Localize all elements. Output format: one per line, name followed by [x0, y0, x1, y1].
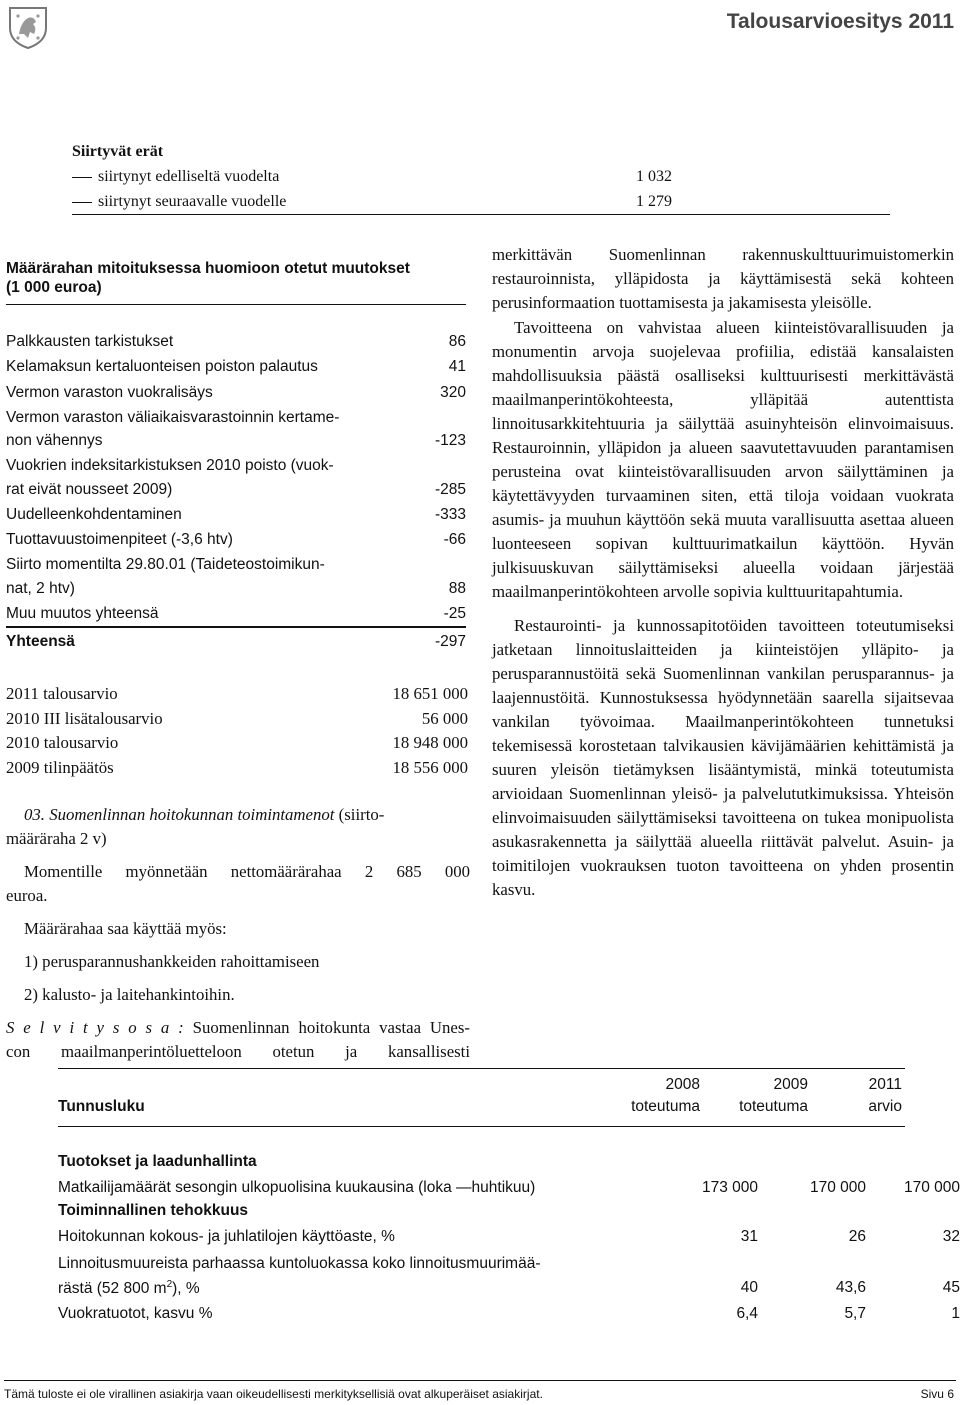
changes-row [6, 506, 466, 524]
indicators-header-rule [58, 1126, 905, 1127]
total-value: -297 [434, 633, 466, 650]
indicators-title: Tunnusluku [58, 1098, 145, 1115]
changes-label: Tuottavuustoimenpiteet (-3,6 htv) [6, 531, 233, 548]
budget-row [6, 733, 468, 753]
row-label: Matkailijamäärät sesongin ulkopuolisina kuukausina (loka —huhtikuu) [58, 1179, 536, 1196]
cell: 170 000 [903, 1179, 960, 1196]
cell: 43,6 [835, 1279, 866, 1296]
changes-label: Kelamaksun kertaluonteisen poiston palautus [6, 358, 318, 375]
budget-value: 18 651 000 [392, 684, 468, 703]
changes-value: -66 [443, 531, 466, 548]
changes-label: Vermon varaston väliaikaisvarastoinnin kertame- [6, 409, 340, 426]
budget-row [6, 684, 468, 704]
paragraph: merkittävän Suomenlinnan rakennuskulttuurimuistomerkin restauroinnista, ylläpidosta ja käyttämisestä sekä kohteen perusinformaation tuottamisesta ja jakamisesta yleisölle. [492, 245, 954, 312]
changes-value: -123 [434, 432, 466, 449]
budget-label: 2011 talousarvio [6, 684, 118, 703]
budget-label: 2009 tilinpäätös [6, 758, 114, 777]
row-label: Linnoitusmuureista parhaassa kuntoluokassa koko linnoitusmuurimää- [58, 1255, 541, 1272]
cell: 170 000 [809, 1179, 866, 1196]
section-number: 03. [24, 805, 45, 824]
dash-icon [72, 202, 92, 203]
coat-of-arms-logo [6, 4, 50, 50]
superscript: 2 [166, 1279, 173, 1290]
carryover-row [72, 168, 672, 186]
total-rule [6, 626, 466, 628]
selvitysosa-text: Suomenlinnan hoitokunta vastaa Unes- [192, 1018, 470, 1037]
changes-label: rat eivät nousseet 2009) [6, 481, 173, 498]
changes-label: Palkkausten tarkistukset [6, 333, 174, 350]
row-label-part: ), % [172, 1280, 200, 1298]
budget-value: 18 948 000 [392, 733, 468, 752]
usage-intro: Määrärahaa saa käyttää myös: [24, 919, 227, 938]
row-label: Hoitokunnan kokous- ja juhlatilojen käyttöaste, % [58, 1228, 395, 1245]
col-kind: toteutuma [631, 1098, 700, 1115]
col-year: 2011 [868, 1076, 902, 1093]
budget-row [6, 709, 468, 729]
cell: 5,7 [844, 1305, 866, 1322]
section-title [24, 805, 470, 825]
budget-value: 56 000 [421, 709, 468, 728]
cell: 31 [740, 1228, 758, 1245]
changes-row [6, 432, 466, 450]
changes-row [6, 358, 466, 376]
carryover-value: 1 279 [636, 193, 672, 210]
right-column-text [492, 243, 954, 902]
row-label [58, 1279, 200, 1298]
changes-value: 88 [448, 580, 466, 597]
carryover-label: siirtynyt edelliseltä vuodelta [98, 168, 280, 185]
page-number: Sivu 6 [920, 1387, 954, 1401]
carryover-row [72, 193, 672, 211]
changes-heading: Määrärahan mitoituksessa huomioon otetut muutokset [6, 260, 410, 277]
col-kind: arvio [868, 1098, 902, 1115]
changes-row [6, 384, 466, 402]
changes-label: Siirto momentilta 29.80.01 (Taideteostoimikun- [6, 556, 325, 573]
footer-disclaimer: Tämä tuloste ei ole virallinen asiakirja vaan oikeudellisesti merkityksellisiä ovat alkuperäiset asiakirjat. [4, 1387, 543, 1401]
appropriation-text: Momentille myönnetään nettomäärärahaa 2 685 000 [24, 862, 470, 881]
budget-row [6, 758, 468, 778]
changes-row [6, 580, 466, 598]
appropriation-text-end: euroa. [6, 886, 48, 905]
changes-row [6, 605, 466, 623]
changes-row [6, 457, 466, 475]
section-title-line2: määräraha 2 v) [6, 829, 107, 848]
section-divider [72, 214, 890, 215]
changes-value: -25 [443, 605, 466, 622]
section-title-text: Suomenlinnan hoitokunnan toimintamenot [49, 805, 335, 824]
selvitysosa-line2: con maailmanperintöluetteloon otetun ja kansallisesti [6, 1042, 470, 1061]
changes-label: Vuokrien indeksitarkistuksen 2010 poisto (vuok- [6, 457, 334, 474]
changes-row [6, 409, 466, 427]
changes-row [6, 333, 466, 351]
changes-row [6, 556, 466, 574]
total-row [6, 633, 466, 651]
col-kind: toteutuma [739, 1098, 808, 1115]
changes-heading-unit: (1 000 euroa) [6, 279, 102, 296]
budget-label: 2010 III lisätalousarvio [6, 709, 163, 728]
total-label: Yhteensä [6, 633, 75, 650]
selvitysosa-line1 [6, 1018, 470, 1038]
row-label: Vuokratuotot, kasvu % [58, 1305, 213, 1322]
changes-value: 320 [440, 384, 466, 401]
usage-item-1: 1) perusparannushankkeiden rahoittamiseen [24, 952, 320, 971]
changes-label: nat, 2 htv) [6, 580, 75, 597]
budget-value: 18 556 000 [392, 758, 468, 777]
footer-rule [4, 1380, 956, 1381]
changes-value: -333 [434, 506, 466, 523]
cell: 32 [942, 1228, 960, 1245]
dash-icon [72, 177, 92, 178]
carryover-label: siirtynyt seuraavalle vuodelle [98, 193, 287, 210]
table-rule [6, 304, 466, 305]
changes-row [6, 531, 466, 549]
indicator-group: Toiminnallinen tehokkuus [58, 1202, 249, 1219]
col-year: 2008 [665, 1076, 700, 1093]
cell: 26 [848, 1228, 866, 1245]
cell: 173 000 [701, 1179, 758, 1196]
cell: 40 [740, 1279, 758, 1296]
changes-label: non vähennys [6, 432, 103, 449]
paragraph: Restaurointi- ja kunnossapitotöiden tavoitteen toteutumiseksi jatketaan linnoituslaitteiden ja kiinteistöjen ylläpito- ja perusparannustöitä sekä Suomenlinnan vankilan perusparannus- ja laajennustöitä. Kunnostuksessa hyödynnetään saarella sijaitsevaa vankilan työvoimaa. Maailmanperintökohteen tunnetuksi tekemisessä korostetaan talvikausien kävijämäärien kehittämistä ja suuren yleisön tietämyksen lisääntymistä, minkä toteutumista arvioidaan Suomenlinnan yleisö- ja palvelututkimuksissa. Yhteisön elinvoimaisuuden säilyttämiseksi tavoitteena on tukea monipuolista asukasrakennetta ja säilyttää alueella riittävät palvelut. Asuin- ja toimitilojen vuokrauksen tuoton tavoitteena on yhden prosentin kasvu. [492, 616, 954, 899]
section-title-suffix: (siirto- [338, 805, 385, 824]
row-label-part: rästä (52 800 m [58, 1280, 167, 1298]
changes-value: -285 [434, 481, 466, 498]
paragraph: Tavoitteena on vahvistaa alueen kiinteistövarallisuuden ja monumentin arvoja suojelevaa profiilia, edistää kansalaisten mahdollisuuksia päästä osalliseksi kulttuurisesti merkittävästä maailmanperintökohteesta, ylläpitää autenttista linnoitusarkkitehtuuria ja säilyttää asuinyhteisön elinvoimaisuus. Restauroinnin, ylläpidon ja alueen saavutettavuuden parantamisen perusteina ovat kiinteistövarallisuuden arvon säilyttäminen ja käytettävyyden turvaaminen siten, että tiloja voidaan vuokrata asumis- ja muuhun käyttöön sekä muuta varallisuutta asettaa alueen luonteeseen sopivan kulttuurimatkailun käyttöön. Hyvän julkisuuskuvan säilyttämiseksi alueella voidaan järjestää maailmanperintökohteen arvolle sopivia kulttuuritapahtumia. [492, 318, 954, 601]
indicators-top-rule [58, 1068, 905, 1069]
col-year: 2009 [773, 1076, 808, 1093]
changes-label: Muu muutos yhteensä [6, 605, 159, 622]
usage-item-2: 2) kalusto- ja laitehankintoihin. [24, 985, 235, 1004]
changes-value: 86 [448, 333, 466, 350]
cell: 1 [951, 1305, 960, 1322]
carryover-value: 1 032 [636, 168, 672, 185]
budget-label: 2010 talousarvio [6, 733, 119, 752]
selvitysosa-label: S e l v i t y s o s a : [6, 1018, 184, 1037]
changes-row [6, 481, 466, 499]
cell: 6,4 [736, 1305, 758, 1322]
document-title: Talousarvioesitys 2011 [726, 10, 954, 33]
cell: 45 [942, 1279, 960, 1296]
changes-label: Vermon varaston vuokralisäys [6, 384, 213, 401]
carryover-heading: Siirtyvät erät [72, 143, 164, 160]
changes-value: 41 [448, 358, 466, 375]
indicator-group: Tuotokset ja laadunhallinta [58, 1153, 257, 1170]
changes-label: Uudelleenkohdentaminen [6, 506, 182, 523]
